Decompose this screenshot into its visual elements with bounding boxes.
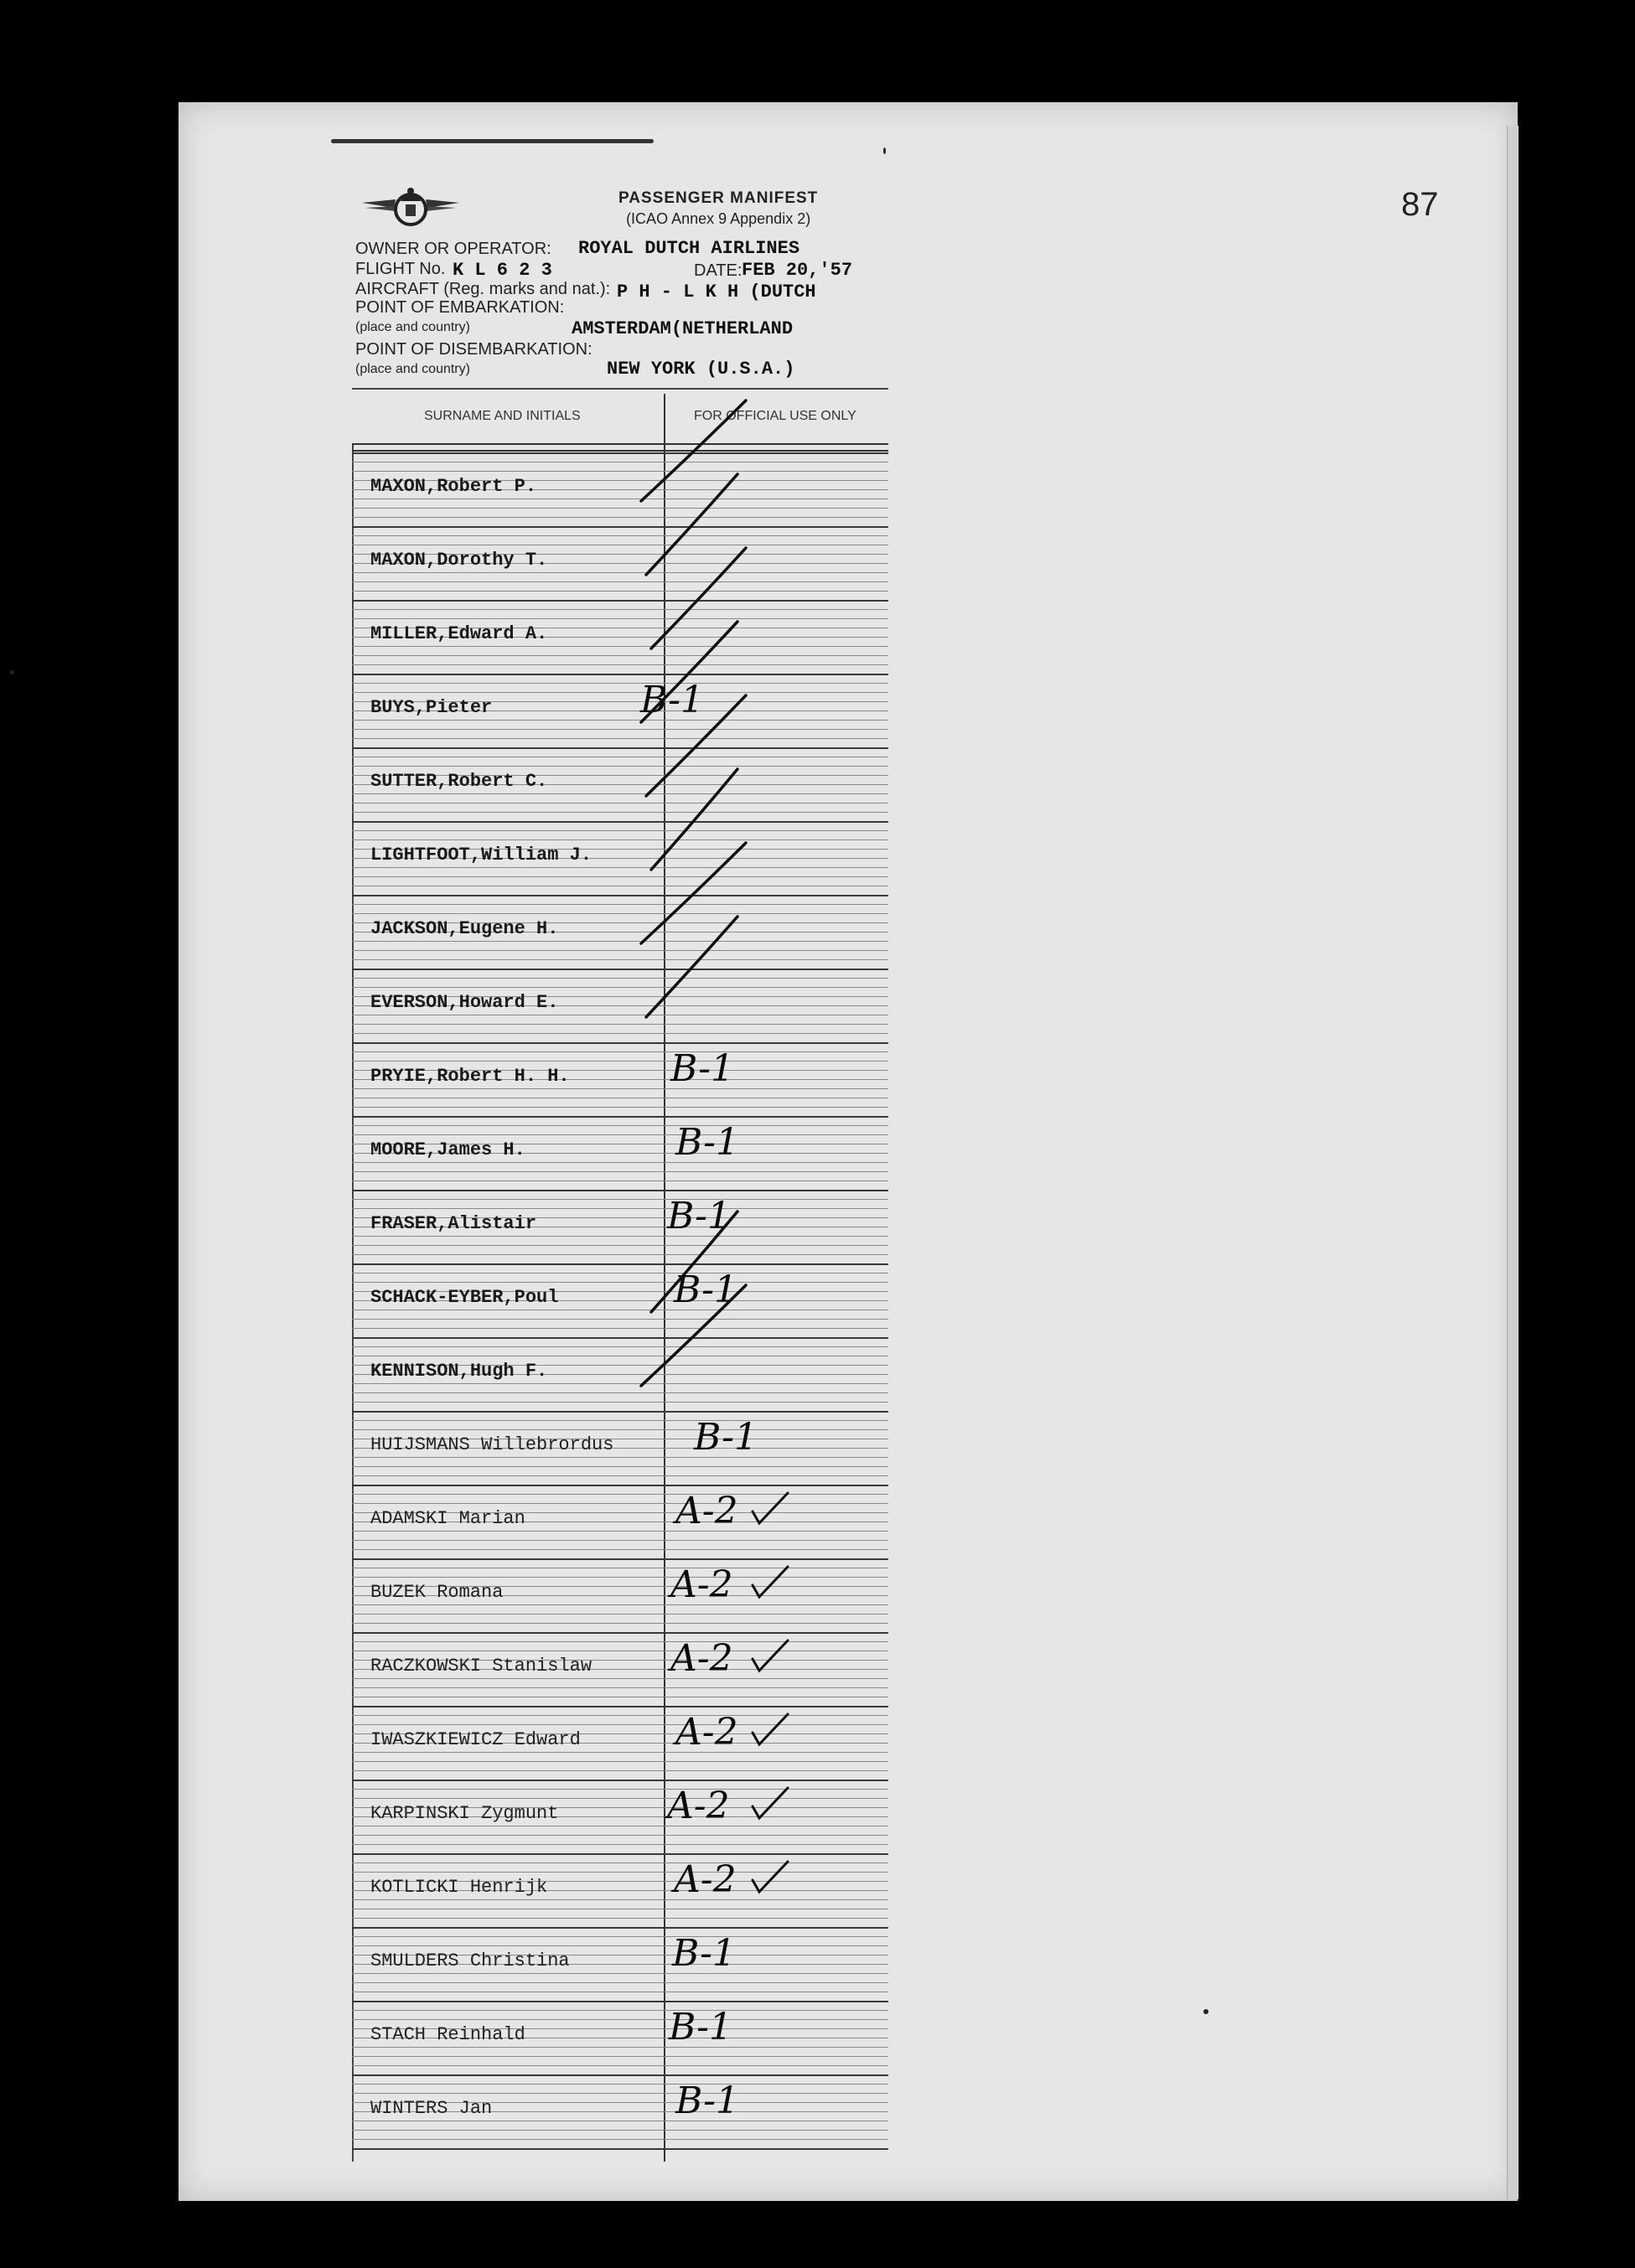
check-slash (651, 1211, 737, 1312)
page-edge (1507, 126, 1519, 2199)
official-code: A-2 (674, 1858, 737, 1901)
official-code: A-2 (675, 1490, 738, 1532)
passenger-name: FRASER,Alistair (370, 1213, 537, 1234)
passenger-name: MAXON,Dorothy T. (370, 550, 548, 571)
column-header-names: SURNAME AND INITIALS (424, 409, 581, 423)
official-code: A-2 (675, 1711, 738, 1754)
passenger-name: BUZEK Romana (370, 1582, 504, 1603)
form-title (618, 189, 818, 229)
check-tick (753, 1714, 788, 1744)
passenger-name: KOTLICKI Henrijk (370, 1877, 548, 1898)
official-code: A-2 (670, 1637, 733, 1680)
official-code: B-1 (674, 1268, 738, 1311)
passenger-name: ADAMSKI Marian (370, 1508, 525, 1529)
check-slash (641, 622, 737, 722)
owner-value: ROYAL DUTCH AIRLINES (578, 238, 800, 259)
column-header-official: FOR OFFICIAL USE ONLY (694, 409, 856, 423)
disembarkation-label: POINT OF DISEMBARKATION: (355, 340, 592, 359)
official-code: B-1 (670, 1047, 735, 1090)
flight-value: K L 6 2 3 (453, 260, 552, 281)
passenger-name: STACH Reinhald (370, 2024, 525, 2045)
check-tick (753, 1493, 788, 1523)
passenger-name: BUYS,Pieter (370, 697, 493, 718)
manifest-title: PASSENGER MANIFEST (618, 189, 819, 207)
check-marks (352, 394, 888, 2162)
date-value: FEB 20,'57 (742, 260, 853, 281)
official-code: B-1 (675, 2079, 740, 2122)
check-slash (651, 548, 746, 648)
check-slash (646, 917, 737, 1017)
aircraft-label: AIRCRAFT (Reg. marks and nat.): (355, 280, 611, 298)
embarkation-value: AMSTERDAM(NETHERLAND (572, 318, 794, 339)
header-bottom-rule (352, 388, 888, 390)
embarkation-label: POINT OF EMBARKATION: (355, 298, 565, 317)
check-slash (641, 843, 746, 943)
page-number: 87 (1401, 186, 1439, 223)
passenger-name: MAXON,Robert P. (370, 476, 537, 497)
official-code: A-2 (670, 1563, 733, 1606)
official-code: B-1 (669, 2006, 733, 2048)
check-tick (753, 1862, 788, 1892)
passenger-name: IWASZKIEWICZ Edward (370, 1729, 581, 1750)
check-slash (646, 695, 746, 796)
passenger-name: MILLER,Edward A. (370, 623, 548, 644)
check-tick (753, 1640, 788, 1671)
official-code: B-1 (640, 679, 705, 721)
passenger-name: JACKSON,Eugene H. (370, 918, 559, 939)
check-slash (641, 1285, 746, 1386)
header-rule (331, 139, 654, 143)
disembarkation-sub: (place and country) (355, 362, 470, 376)
official-code: A-2 (667, 1785, 730, 1827)
check-slash (646, 474, 737, 575)
passenger-name: SMULDERS Christina (370, 1950, 570, 1971)
date-label: DATE: (694, 261, 742, 280)
disembarkation-value: NEW YORK (U.S.A.) (607, 359, 795, 380)
klm-logo-icon (360, 183, 461, 233)
official-code: B-1 (672, 1932, 737, 1975)
check-tick (753, 1788, 788, 1818)
passenger-name: LIGHTFOOT,William J. (370, 845, 592, 865)
speck (883, 147, 886, 154)
manifest-subtitle: (ICAO Annex 9 Appendix 2) (626, 210, 811, 227)
speck (10, 670, 14, 674)
check-slash (641, 400, 746, 501)
passenger-name: SUTTER,Robert C. (370, 771, 548, 792)
passenger-name: SCHACK-EYBER,Poul (370, 1287, 559, 1308)
official-code: B-1 (694, 1416, 758, 1459)
passenger-table (352, 394, 888, 2162)
flight-label: FLIGHT No. (355, 260, 446, 278)
official-code: B-1 (667, 1195, 732, 1237)
check-slash (651, 769, 737, 870)
aircraft-value: P H - L K H (DUTCH (617, 282, 816, 302)
passenger-name: KENNISON,Hugh F. (370, 1361, 548, 1382)
passenger-name: MOORE,James H. (370, 1139, 525, 1160)
passenger-name: PRYIE,Robert H. H. (370, 1066, 570, 1087)
embarkation-sub: (place and country) (355, 320, 470, 334)
passenger-name: WINTERS Jan (370, 2098, 493, 2119)
passenger-name: KARPINSKI Zygmunt (370, 1803, 559, 1824)
passenger-name: RACZKOWSKI Stanislaw (370, 1656, 592, 1676)
check-tick (753, 1567, 788, 1597)
speck (1203, 2009, 1208, 2014)
owner-label: OWNER OR OPERATOR: (355, 240, 551, 258)
official-code: B-1 (675, 1121, 740, 1164)
passenger-name: EVERSON,Howard E. (370, 992, 559, 1013)
passenger-name: HUIJSMANS Willebrordus (370, 1434, 614, 1455)
